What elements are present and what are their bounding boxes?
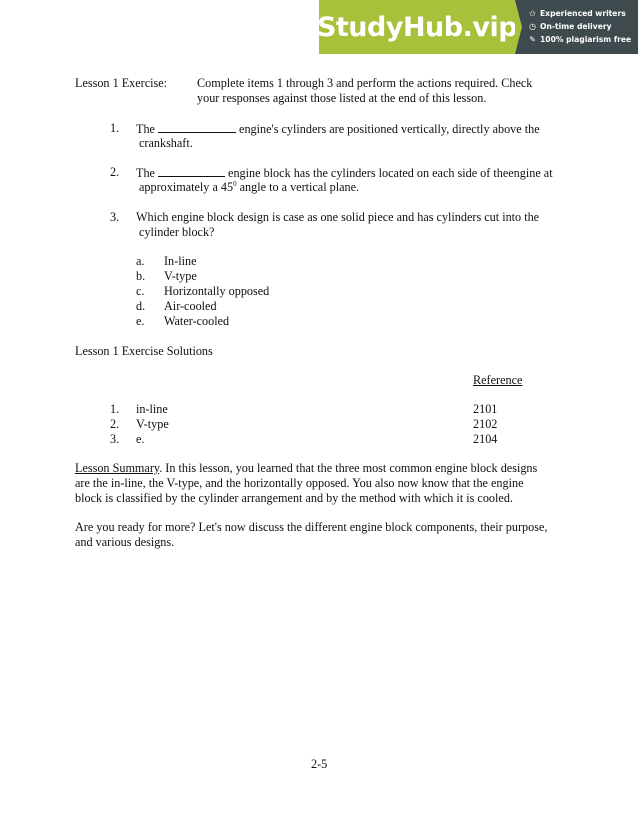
question-2-line2 xyxy=(139,180,359,195)
option-letter: c. xyxy=(136,284,145,298)
option-text: Horizontally opposed xyxy=(164,284,270,298)
feature-item xyxy=(528,21,631,33)
feature-item xyxy=(528,8,631,20)
degree-superscript: 0 xyxy=(233,179,237,188)
question-3-line2: cylinder block? xyxy=(139,225,215,239)
question-2-number: 2. xyxy=(110,165,120,179)
star-icon: ✩ xyxy=(529,9,536,18)
option-letter: a. xyxy=(136,254,145,268)
option-text: Water-cooled xyxy=(164,314,230,328)
question-2-blank[interactable] xyxy=(158,165,225,177)
studyhub-logo[interactable]: StudyHub.vip xyxy=(319,0,515,54)
solution-number: 3. xyxy=(110,432,120,446)
closing-line2: and various designs. xyxy=(75,535,175,549)
solution-answer: V-type xyxy=(136,417,169,431)
question-1-pre: The xyxy=(136,122,155,136)
solution-answer: e. xyxy=(136,432,145,446)
feature-item xyxy=(528,34,631,46)
feature-list xyxy=(522,0,631,54)
exercise-intro-line2: your responses against those listed at the end of this lesson. xyxy=(197,91,487,105)
reference-header: Reference xyxy=(473,373,523,387)
question-1-blank[interactable] xyxy=(158,121,236,133)
question-1-number: 1. xyxy=(110,121,120,135)
studyhub-banner[interactable] xyxy=(316,0,638,54)
question-3-number: 3. xyxy=(110,210,120,224)
option-text: V-type xyxy=(164,269,197,283)
closing-line1: Are you ready for more? Let's now discuss the different engine block components, their purpose, xyxy=(75,520,548,534)
option-letter: b. xyxy=(136,269,146,283)
solution-number: 1. xyxy=(110,402,120,416)
solution-reference: 2102 xyxy=(473,417,498,431)
document-check-icon: ✎ xyxy=(529,35,536,44)
page-number: 2-5 xyxy=(311,757,328,771)
solution-answer: in-line xyxy=(136,402,168,416)
summary-heading: Lesson Summary xyxy=(75,461,160,475)
question-2-post: engine block has the cylinders located on each side of theengine at xyxy=(228,166,553,180)
exercise-intro-line1: Complete items 1 through 3 and perform the actions required. Check xyxy=(197,76,533,90)
solution-number: 2. xyxy=(110,417,120,431)
logo-badge-tip xyxy=(515,0,522,54)
feature-label: On-time delivery xyxy=(540,22,612,31)
option-text: In-line xyxy=(164,254,197,268)
feature-label: Experienced writers xyxy=(540,9,626,18)
solution-reference: 2101 xyxy=(473,402,498,416)
exercise-label: Lesson 1 Exercise: xyxy=(75,76,168,90)
summary-line3: block is classified by the cylinder arrangement and by the method with which it is cooled. xyxy=(75,491,513,505)
summary-line2: are the in-line, the V-type, and the horizontally opposed. You also now know that the engine xyxy=(75,476,524,490)
solutions-title: Lesson 1 Exercise Solutions xyxy=(75,344,213,358)
feature-label: 100% plagiarism free xyxy=(540,35,632,44)
summary-line1 xyxy=(75,461,537,476)
summary-line1-rest: . In this lesson, you learned that the three most common engine block designs xyxy=(159,461,538,475)
option-letter: e. xyxy=(136,314,145,328)
option-letter: d. xyxy=(136,299,146,313)
option-text: Air-cooled xyxy=(164,299,217,313)
question-1-line1 xyxy=(136,121,540,137)
question-2-pre: The xyxy=(136,166,155,180)
question-1-line2: crankshaft. xyxy=(139,136,193,150)
question-2-line2-pre: approximately a 45 xyxy=(139,180,234,194)
question-3-line1: Which engine block design is case as one solid piece and has cylinders cut into the xyxy=(136,210,540,224)
question-2-line2-post: angle to a vertical plane. xyxy=(239,180,360,194)
question-2-line1 xyxy=(136,165,553,181)
clock-icon: ◷ xyxy=(529,22,536,31)
solution-reference: 2104 xyxy=(473,432,498,446)
question-1-post: engine's cylinders are positioned vertically, directly above the xyxy=(239,122,540,136)
